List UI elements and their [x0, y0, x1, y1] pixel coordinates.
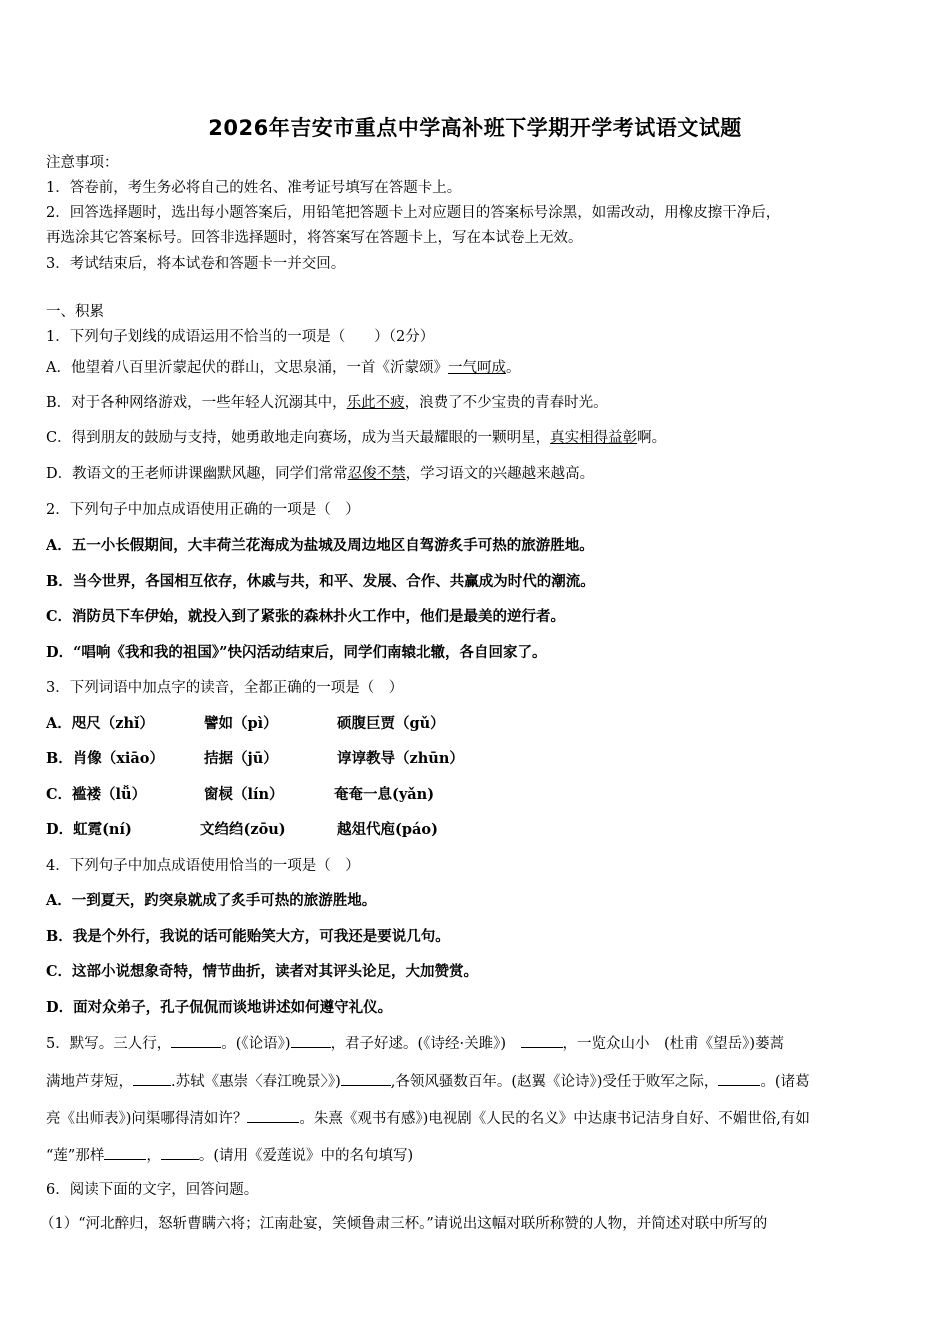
- question-3-option-a: A．咫尺（zhǐ） 譬如（pì） 硕腹巨贾（gǔ）: [46, 715, 445, 732]
- question-1-stem: 1．下列句子划线的成语运用不恰当的一项是（ ）（2分）: [46, 329, 435, 345]
- notice-item: 2．回答选择题时，选出每小题答案后，用铅笔把答题卡上对应题目的答案标号涂黑，如需改动，用橡皮擦干净后，: [46, 205, 781, 221]
- question-3-option-d: D．虹霓(ní) 文绉绉(zōu) 越俎代庖(páo): [46, 821, 438, 838]
- answer-blank[interactable]: [104, 1145, 146, 1160]
- question-3-option-c: C．褴褛（lǚ） 窗棂（lín） 奄奄一息(yǎn): [46, 786, 435, 803]
- answer-blank[interactable]: [291, 1033, 331, 1048]
- question-5-line: 满地芦芽短， .苏轼《惠崇〈春江晚景〉》) ,各领风骚数百年。(赵翼《论诗》)受任于败军之际， 。(诸葛: [46, 1071, 810, 1092]
- answer-blank[interactable]: [161, 1145, 199, 1160]
- question-3-option-b: B．肖像（xiāo） 拮据（jū） 谆谆教导（zhūn）: [46, 750, 464, 767]
- question-6-sub-1: （1）“河北醉归，怒斩曹瞒六将；江南赴宴，笑倾鲁肃三杯。”请说出这幅对联所称赞的人物，并简述对联中所写的: [40, 1216, 768, 1232]
- underlined-idiom: 忍俊不禁: [347, 466, 406, 482]
- question-3-stem: 3．下列词语中加点字的读音，全都正确的一项是（ ）: [46, 680, 404, 696]
- question-4-option-d: D．面对众弟子，孔子侃侃而谈地讲述如何遵守礼仪。: [46, 999, 393, 1016]
- question-5-line: “莲”那样 ， 。(请用《爱莲说》中的名句填写): [46, 1145, 413, 1166]
- page-title: 2026年吉安市重点中学高补班下学期开学考试语文试题: [208, 116, 742, 140]
- answer-blank[interactable]: [133, 1071, 171, 1086]
- section-heading: 一、积累: [46, 304, 104, 320]
- notice-heading: 注意事项：: [46, 155, 119, 171]
- question-6-stem: 6．阅读下面的文字，回答问题。: [46, 1182, 259, 1198]
- question-4-stem: 4．下列句子中加点成语使用恰当的一项是（ ）: [46, 858, 360, 874]
- notice-item: 1．答卷前，考生务必将自己的姓名、准考证号填写在答题卡上。: [46, 180, 462, 196]
- question-1-option-a: A．他望着八百里沂蒙起伏的群山，文思泉涌，一首《沂蒙颂》一气呵成。: [46, 360, 521, 376]
- answer-blank[interactable]: [171, 1033, 221, 1048]
- question-5-line: 亮《出师表》)问渠哪得清如许？ 。朱熹《观书有感》)电视剧《人民的名义》中达康书记洁身自好、不媚世俗,有如: [46, 1108, 810, 1129]
- question-2-option-a: A．五一小长假期间，大丰荷兰花海成为盐城及周边地区自驾游炙手可热的旅游胜地。: [46, 537, 594, 554]
- question-1-option-b: B．对于各种网络游戏，一些年轻人沉溺其中，乐此不疲，浪费了不少宝贵的青春时光。: [46, 395, 608, 411]
- question-2-stem: 2．下列句子中加点成语使用正确的一项是（ ）: [46, 502, 360, 518]
- question-4-option-b: B．我是个外行，我说的话可能贻笑大方，可我还是要说几句。: [46, 928, 450, 945]
- answer-blank[interactable]: [247, 1108, 299, 1123]
- question-1-option-c: C．得到朋友的鼓励与支持，她勇敢地走向赛场，成为当天最耀眼的一颗明星，真实相得益彰啊。: [46, 430, 667, 446]
- question-4-option-a: A．一到夏天，趵突泉就成了炙手可热的旅游胜地。: [46, 892, 377, 909]
- question-1-option-d: D．教语文的王老师讲课幽默风趣，同学们常常忍俊不禁，学习语文的兴趣越来越高。: [46, 466, 595, 482]
- underlined-idiom: 真实相得益彰: [550, 430, 638, 446]
- notice-item: 再选涂其它答案标号。回答非选择题时，将答案写在答题卡上，写在本试卷上无效。: [46, 230, 583, 246]
- answer-blank[interactable]: [718, 1071, 760, 1086]
- answer-blank[interactable]: [521, 1033, 563, 1048]
- question-4-option-c: C．这部小说想象奇特，情节曲折，读者对其评头论足，大加赞赏。: [46, 963, 479, 980]
- notice-item: 3．考试结束后，将本试卷和答题卡一并交回。: [46, 256, 346, 272]
- underlined-idiom: 乐此不疲: [346, 395, 405, 411]
- question-2-option-d: D．“唱响《我和我的祖国》”快闪活动结束后，同学们南辕北辙，各自回家了。: [46, 644, 547, 661]
- question-2-option-c: C．消防员下车伊始，就投入到了紧张的森林扑火工作中，他们是最美的逆行者。: [46, 608, 566, 625]
- question-5-line: 5．默写。三人行， 。(《论语》) ，君子好逑。(《诗经·关雎》) ，一览众山小 (杜甫《望岳》)蒌蒿: [46, 1033, 784, 1054]
- answer-blank[interactable]: [341, 1071, 391, 1086]
- question-2-option-b: B．当今世界，各国相互依存，休戚与共，和平、发展、合作、共赢成为时代的潮流。: [46, 573, 595, 590]
- underlined-idiom: 一气呵成: [447, 360, 506, 376]
